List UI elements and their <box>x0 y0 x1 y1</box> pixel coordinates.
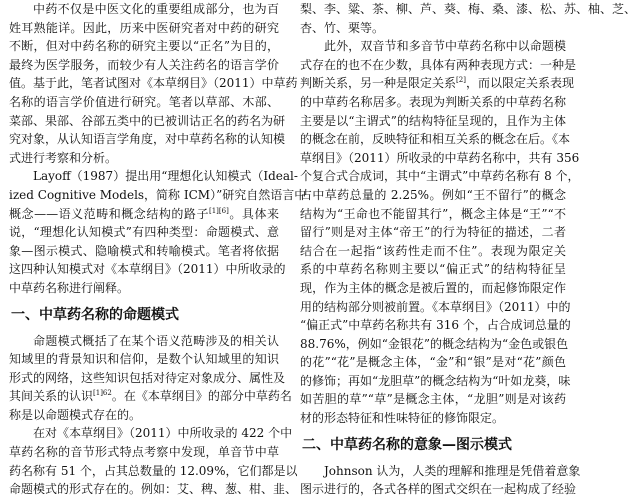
paragraph-compound-names <box>300 37 580 427</box>
text-line: 材的形态特征和性味特征的修饰限定。 <box>300 411 505 426</box>
paragraph-propositional-model <box>9 332 292 425</box>
right-column <box>300 0 636 499</box>
text-line: 形式的网络，这些知识包括对待定对象成分、属性及 <box>9 370 286 385</box>
text-line: 这四种认知模式对《本草纲目》（2011）中所收录的 <box>9 262 286 277</box>
text-line: 名称的语言学价值进行研究。笔者以草部、木部、 <box>9 94 279 109</box>
text-line: 究对象，从认知语言学角度，对中草药名称的认知模 <box>9 132 286 147</box>
text-line: 药名称有 51 个，占其总数量的 12.09%，它们都是以 <box>9 463 298 478</box>
text-line: 菜部、果部、谷部五类中的已被训诂正名的药名为研 <box>9 113 286 128</box>
text-line: 杏、竹、栗等。 <box>300 20 385 35</box>
text-span: 概念——语义范畴和概念结构的路子 <box>9 206 209 221</box>
paragraph-monosyllabic-continued <box>300 0 636 37</box>
text-line: 系的中草药名称则主要以“偏正式”的结构特征呈 <box>300 262 566 277</box>
text-line: 命题模式的形式存在的。例如：艾、稗、葱、柑、韭、 <box>9 482 298 497</box>
text-line: 知域里的背景知识和信仰，是数个认知域里的知识 <box>9 352 279 367</box>
text-line: 象—图示模式、隐喻模式和转喻模式。笔者将依据 <box>9 243 279 258</box>
text-line: 的修饰；再如“龙胆草”的概念结构为“叶如龙葵，味 <box>300 373 571 388</box>
text-line: 个复合式合成词，其中“主谓式”中草药名称有 8 个， <box>300 169 580 184</box>
text-line: 在对《本草纲目》（2011）中所收录的 422 个中 <box>33 426 293 441</box>
text-span: ，而以限定关系表现 <box>465 76 574 91</box>
text-line <box>9 387 292 406</box>
text-line: 式进行考察和分析。 <box>9 150 118 165</box>
text-line: 说，“理想化认知模式”有四种类型：命题模式、意 <box>9 225 279 240</box>
text-line <box>9 205 279 224</box>
text-line <box>300 74 574 93</box>
section-heading-propositional: 一、中草药名称的命题模式 <box>11 306 179 323</box>
text-line: Layoff（1987）提出用“理想化认知模式（Ideal- <box>33 169 298 184</box>
paragraph-icm <box>9 167 307 297</box>
text-line: 此外，双音节和多音节中草药名称中以命题模 <box>324 39 566 54</box>
text-line: 占中草药总量的 2.25%。例如“王不留行”的概念 <box>300 187 566 202</box>
paragraph-image-schema <box>300 462 581 499</box>
text-line: 结构为“王命也不能留其行”，概念主体是“王”“不 <box>300 206 566 221</box>
text-line: 最终为医学服务，而较少有人关注药名的语言学价 <box>9 57 279 72</box>
citation-mark: [1][6] <box>209 206 229 215</box>
text-line: ized Cognitive Models，简称 ICM）”研究自然语言中 <box>9 187 307 202</box>
text-line: 值。基于此，笔者试图对《本草纲目》（2011）中草药 <box>9 76 298 91</box>
text-line: 如苦胆的草”“草”是概念主体，“龙胆”则是对该药 <box>300 392 566 407</box>
text-line: 主要是以“主谓式”的结构特征呈现的，且作为主体 <box>300 113 566 128</box>
text-line: 的中草药名称居多。表现为判断关系的中草药名称 <box>300 94 566 109</box>
text-line: 姓耳熟能详。因此，历来中医研究者对中药的研究 <box>9 20 279 35</box>
text-line: 中药不仅是中医文化的重要组成部分，也为百 <box>33 2 279 16</box>
text-line: 的概念在前，反映特征和相互关系的概念在后。《本 <box>300 132 571 147</box>
section-heading-image-schema: 二、中草药名称的意象—图示模式 <box>302 436 512 453</box>
text-line: 现，作为主体的概念是被后置的，而起修饰限定作 <box>300 280 566 295</box>
text-span: 。具体来 <box>228 206 279 221</box>
text-line: 式存在的也不在少数，具体有两种表现方式：一种是 <box>300 57 577 72</box>
text-line: 草纲目》（2011）所收录的中草药名称中，共有 356 <box>300 150 580 165</box>
paragraph-monosyllabic <box>9 424 298 498</box>
text-line: 留行”则是对主体“帝王”的行为特征的描述，二者 <box>300 225 566 240</box>
text-line: 不断，但对中药名称的研究主要以“正名”为目的， <box>9 39 279 54</box>
text-span: 判断关系，另一种是限定关系 <box>300 76 457 91</box>
text-line: 草药名称的音节形式特点考察中发现，单音节中草 <box>9 445 279 460</box>
left-column <box>9 0 307 499</box>
text-line: “偏正式”中草药名称共有 316 个，占合成词总量的 <box>300 318 571 333</box>
text-span: 其间关系的认识 <box>9 389 94 404</box>
text-line: 结合在一起指“该药性走而不住”。表现为限定关 <box>300 243 566 258</box>
text-line: 命题模式概括了在某个语义范畴涉及的相关认 <box>33 333 279 348</box>
text-line: 梨、李、粱、茶、柳、芦、葵、梅、桑、漆、松、苏、柚、芝、 <box>300 2 636 16</box>
text-line: 88.76%，例如“金银花”的概念结构为“金色或银色 <box>300 336 569 351</box>
paragraph-intro <box>9 0 298 167</box>
text-line: Johnson 认为，人类的理解和推理是凭借着意象 <box>324 463 581 478</box>
text-line: 的花”“花”是概念主体，“金”和“银”是对“花”颜色 <box>300 355 566 370</box>
text-span: 。在《本草纲目》的部分中草药名 <box>111 389 292 404</box>
text-line: 称是以命题模式存在的。 <box>9 407 142 422</box>
citation-mark: [2] <box>456 76 466 85</box>
text-line: 用的结构部分则被前置。《本草纲目》（2011）中的 <box>300 299 571 314</box>
text-line: 中草药名称进行阐释。 <box>9 280 130 295</box>
text-line: 图示进行的，各式各样的图式交织在一起构成了经验 <box>300 482 577 497</box>
citation-mark: [1]62 <box>93 389 112 398</box>
